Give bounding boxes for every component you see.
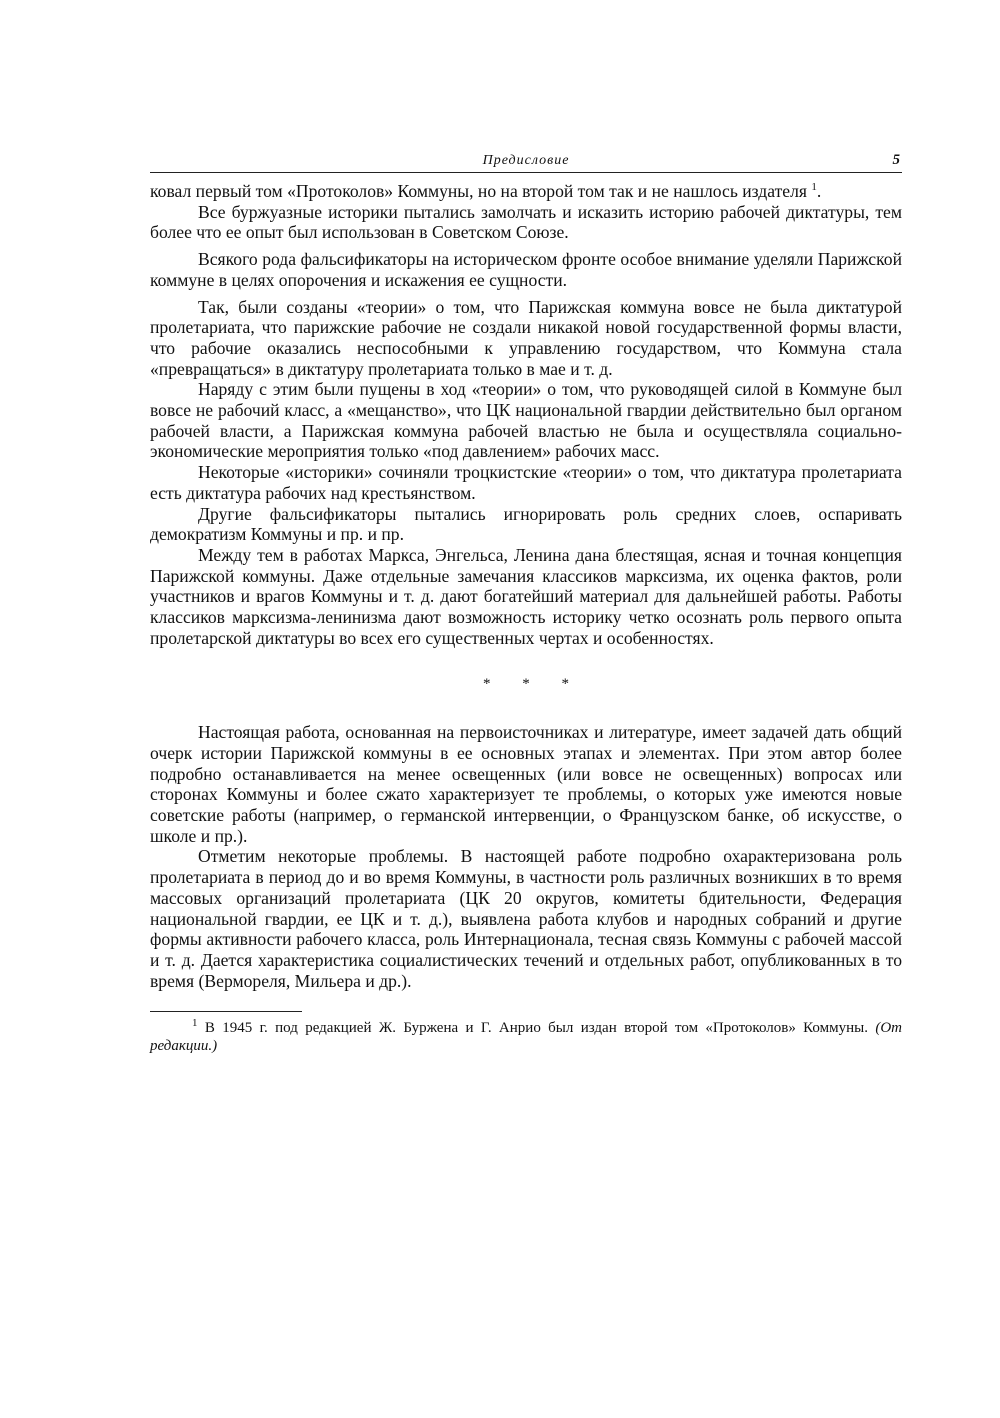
paragraph: Настоящая работа, основанная на первоисточниках и литературе, имеет задачей дать общий очерк истории Парижской коммуны в ее основных этапах и элементах. При этом автор более подробно останавливается на менее освещенных (или вовсе не освещенных) вопросах или сторонах Коммуны и более сжато характеризует те проблемы, о которых уже имеются новые советские работы (например, о германской интервенции, о Французском банке, об искусстве, о школе и пр.). [150, 722, 902, 846]
footnote-editor-note: (От редакции.) [150, 1020, 903, 1055]
footnote [150, 1019, 902, 1055]
footnote-marker: 1 [192, 1017, 198, 1030]
footnote-text: В 1945 г. под редакцией Ж. Буржена и Г. Анрио был издан второй том «Протоколов» Коммуны. [204, 1020, 868, 1037]
page-number: 5 [892, 152, 900, 168]
document-page [150, 150, 902, 1055]
footnote-divider [150, 1011, 302, 1012]
running-header [150, 150, 902, 173]
header-title: Предисловие [482, 153, 570, 168]
paragraph: ковал первый том «Протоколов» Коммуны, но на второй том так и не нашлось издателя $^1$. [150, 181, 822, 201]
footnote-ref[interactable]: 1 [811, 181, 817, 194]
paragraph: Все буржуазные историки пытались замолчать и исказить историю рабочей диктатуры, тем более что ее опыт был использован в Советском Союзе. [150, 201, 902, 243]
paragraph: Так, были созданы «теории» о том, что Парижская коммуна вовсе не была диктатурой пролетариата, что парижские рабочие не создали никакой новой государственной формы власти, что рабочие оказались неспособными к управлению государством, что Коммуна стала «превращаться» в диктатуру пролетариата только в мае и т. д. [150, 296, 902, 379]
section-separator: * * * [483, 676, 583, 693]
paragraph: Некоторые «историки» сочиняли троцкистские «теории» о том, что диктатура пролетариата есть диктатура рабочих над крестьянством. [150, 462, 902, 503]
paragraph: Между тем в работах Маркса, Энгельса, Ленина дана блестящая, ясная и точная концепция Парижской коммуны. Даже отдельные замечания классиков марксизма, их оценка фактов, роли участников и врагов Коммуны и т. д. дают богатейший материал для дальнейшей работы. Работы классиков марксизма-ленинизма дают возможность историку четко осознать роль первого опыта пролетарской диктатуры во всех его существенных чертах и особенностях. [150, 544, 902, 648]
paragraph: Наряду с этим были пущены в ход «теории» о том, что руководящей силой в Коммуне был вовсе не рабочий класс, а «мещанство», что ЦК национальной гвардии действительно был органом рабочей власти, а Парижская коммуна рабочей властью не была и осуществляла социально-экономические мероприятия только «под давлением» рабочих масс. [150, 379, 902, 462]
paragraph: Всякого рода фальсификаторы на историческом фронте особое внимание уделяли Парижской коммуне в целях опорочения и искажения ее сущности. [150, 249, 902, 290]
paragraph: Отметим некоторые проблемы. В настоящей работе подробно охарактеризована роль пролетариата в период до и во время Коммуны, в частности роль различных возникших в то время массовых организаций пролетариата (ЦК 20 округов, комитеты бдительности, Федерация национальной гвардии, ее ЦК и т. д.), выявлена работа клубов и народных собраний и другие формы активности рабочего класса, роль Интернационала, тесная связь Коммуны с рабочей массой и т. д. Дается характеристика социалистических течений и отдельных работ, опубликованных в то время (Вермореля, Мильера и др.). [150, 846, 902, 991]
body-text [150, 181, 902, 991]
paragraph: Другие фальсификаторы пытались игнорировать роль средних слоев, оспаривать демократизм Коммуны и пр. и пр. [150, 503, 902, 545]
